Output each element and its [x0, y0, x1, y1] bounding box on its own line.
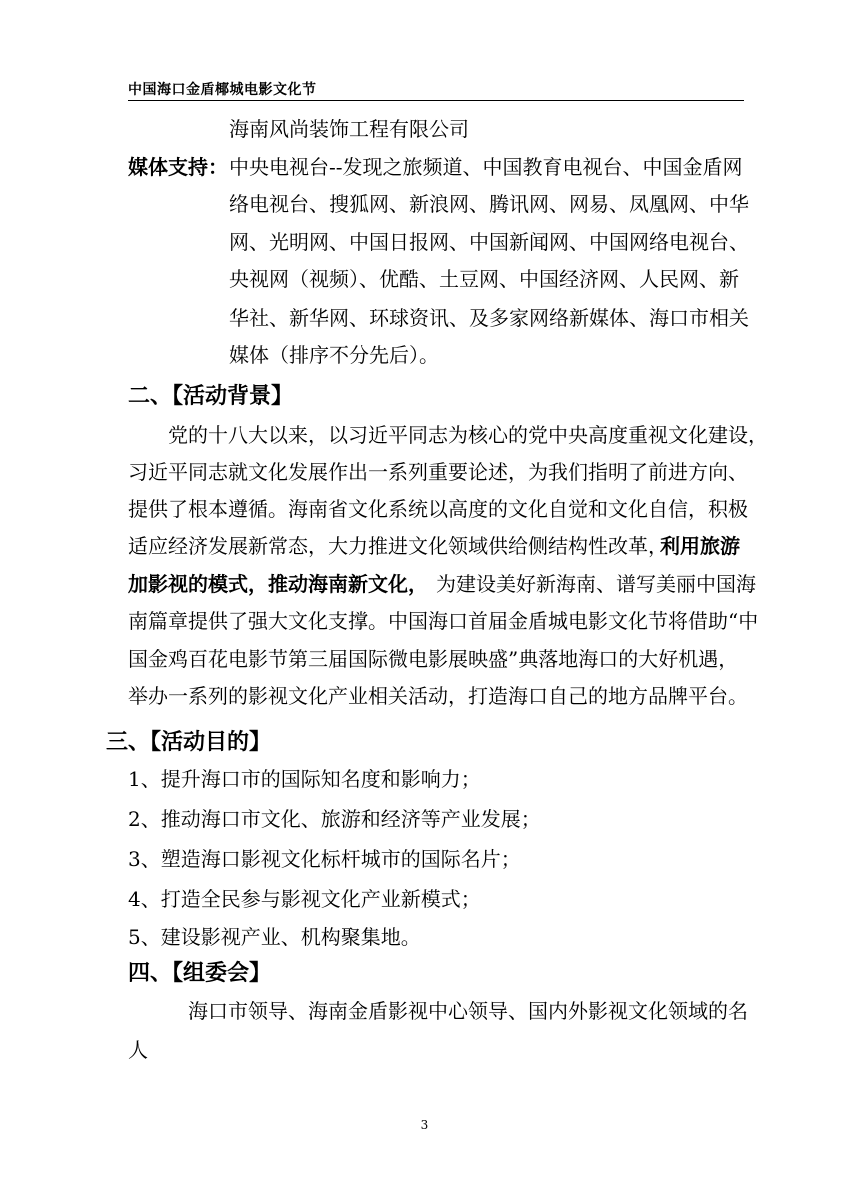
- background-line: 党的十八大以来，以习近平同志为核心的党中央高度重视文化建设，: [168, 423, 768, 447]
- organizer-continuation: 海南风尚装饰工程有限公司: [229, 117, 469, 141]
- media-line: 华社、新华网、环球资讯、及多家网络新媒体、海口市相关: [229, 306, 749, 330]
- goal-item: 3、塑造海口影视文化标杆城市的国际名片；: [128, 847, 521, 871]
- media-line: 媒体（排序不分先后）。: [229, 343, 439, 367]
- section3-heading: 三、【活动目的】: [106, 729, 272, 755]
- media-support-label: 媒体支持：: [128, 155, 228, 179]
- background-line: 习近平同志就文化发展作出一系列重要论述，为我们指明了前进方向、: [128, 460, 748, 484]
- committee-line: 人: [128, 1038, 148, 1062]
- media-line: 网、光明网、中国日报网、中国新闻网、中国网络电视台、: [229, 230, 749, 254]
- background-line: 为建设美好新海南、谱写美丽中国海: [436, 572, 756, 596]
- background-emphasis: 利用旅游: [660, 534, 740, 558]
- goal-item: 4、打造全民参与影视文化产业新模式；: [128, 887, 481, 911]
- goal-item: 5、建设影视产业、机构聚集地。: [128, 925, 421, 949]
- background-line: 南篇章提供了强大文化支撑。中国海口首届金盾城电影文化节将借助“中: [128, 609, 759, 633]
- committee-line: 海口市领导、海南金盾影视中心领导、国内外影视文化领域的名: [188, 999, 748, 1023]
- background-line: 国金鸡百花电影节第三届国际微电影展映盛”典落地海口的大好机遇，: [128, 647, 739, 671]
- media-line: 中央电视台--发现之旅频道、中国教育电视台、中国金盾网: [229, 155, 743, 179]
- page-number: 3: [420, 1118, 429, 1132]
- section4-heading: 四、【组委会】: [128, 960, 272, 986]
- background-line: 适应经济发展新常态，大力推进文化领域供给侧结构性改革，: [128, 534, 668, 558]
- background-emphasis: 加影视的模式，推动海南新文化，: [128, 572, 428, 596]
- media-line: 络电视台、搜狐网、新浪网、腾讯网、网易、凤凰网、中华: [229, 192, 749, 216]
- goal-item: 1、提升海口市的国际知名度和影响力；: [128, 767, 481, 791]
- goal-item: 2、推动海口市文化、旅游和经济等产业发展；: [128, 807, 541, 831]
- background-line: 举办一系列的影视文化产业相关活动，打造海口自己的地方品牌平台。: [128, 684, 748, 708]
- section2-heading: 二、【活动背景】: [128, 383, 294, 409]
- header-title: 中国海口金盾椰城电影文化节: [128, 82, 317, 98]
- background-line: 提供了根本遵循。海南省文化系统以高度的文化自觉和文化自信，积极: [128, 497, 748, 521]
- page-header: [128, 76, 744, 101]
- media-line: 央视网（视频）、优酷、土豆网、中国经济网、人民网、新: [229, 267, 739, 291]
